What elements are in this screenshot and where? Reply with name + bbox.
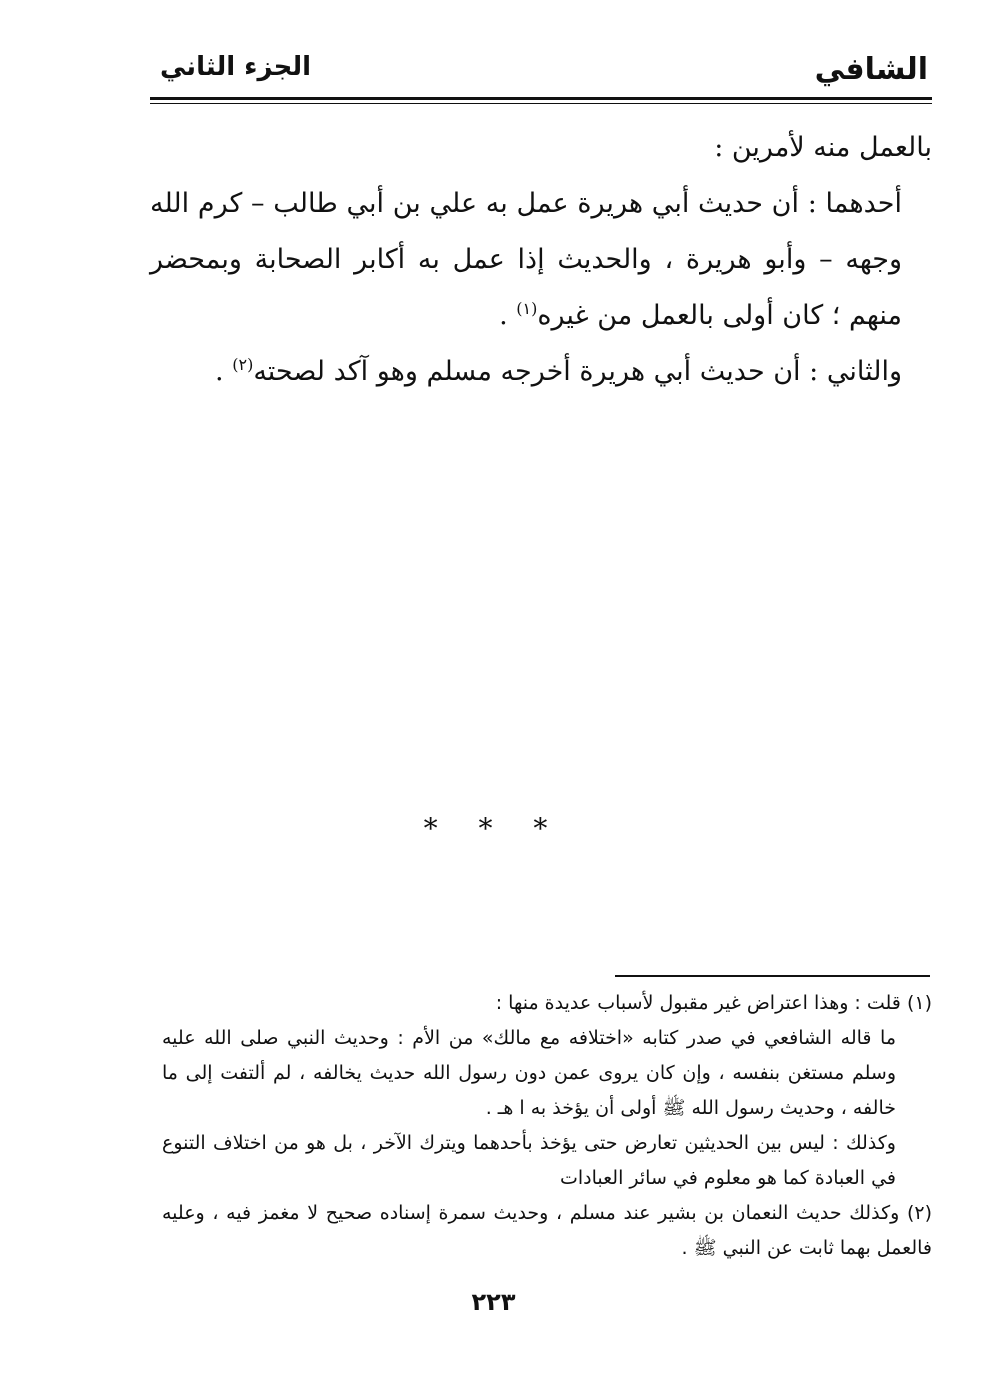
footnote-1-line2: ما قاله الشافعي في صدر كتابه «اختلافه مع مالك» من الأم : وحديث النبي صلى الله عليه وسلم مستغن بنفسه ، وإن كان يروى عمن دون رسول الله حديث يخالفه ، لم ألتفت إلى ما خالفه ، وحديث رسول الله ﷺ أولى أن يؤخذ به ا هـ . [162, 1027, 896, 1119]
paragraph-2-text: أحدهما : أن حديث أبي هريرة عمل به علي بن أبي طالب – كرم الله وجهه – وأبو هريرة ، والحديث إذا عمل به أكابر الصحابة وبمحضر منهم ؛ كان أولى بالعمل من غيره [150, 188, 902, 331]
footnote-1-line3: وكذلك : ليس بين الحديثين تعارض حتى يؤخذ بأحدهما ويترك الآخر ، بل هو من اختلاف التنوع في العبادة كما هو معلوم في سائر العبادات [162, 1132, 896, 1189]
header-rule [150, 97, 932, 100]
book-title: الشافي [814, 52, 928, 87]
part-title: الجزء الثاني [160, 52, 312, 82]
footnote-2 [162, 1196, 932, 1266]
section-separator: * * * [423, 812, 564, 845]
paragraph-2 [150, 176, 932, 344]
header-rule-thin [150, 103, 932, 104]
footnote-ref-1: (١) [516, 299, 538, 318]
paragraph-3 [150, 344, 932, 400]
footnote-rule [615, 975, 930, 977]
footnote-1-heading [162, 986, 932, 1021]
page-number: ٢٢٣ [471, 1288, 516, 1316]
footnote-1-line1: قلت : وهذا اعتراض غير مقبول لأسباب عديدة منها : [495, 992, 907, 1014]
paragraph-3-text: والثاني : أن حديث أبي هريرة أخرجه مسلم وهو آكد لصحته [253, 356, 902, 387]
running-header [150, 48, 932, 98]
paragraph-1: بالعمل منه لأمرين : [714, 132, 932, 163]
footnotes [162, 986, 932, 1266]
footnote-2-marker: (٢) [906, 1202, 932, 1224]
footnote-1-marker: (١) [906, 992, 932, 1014]
footnote-ref-2: (٢) [232, 355, 254, 374]
footnote-2-text: وكذلك حديث النعمان بن بشير عند مسلم ، وحديث سمرة إسناده صحيح لا مغمز فيه ، وعليه فالعمل بهما ثابت عن النبي ﷺ . [162, 1202, 932, 1259]
paragraph-3-end: . [215, 356, 233, 387]
main-text [150, 120, 932, 400]
paragraph-2-end: . [499, 300, 517, 331]
